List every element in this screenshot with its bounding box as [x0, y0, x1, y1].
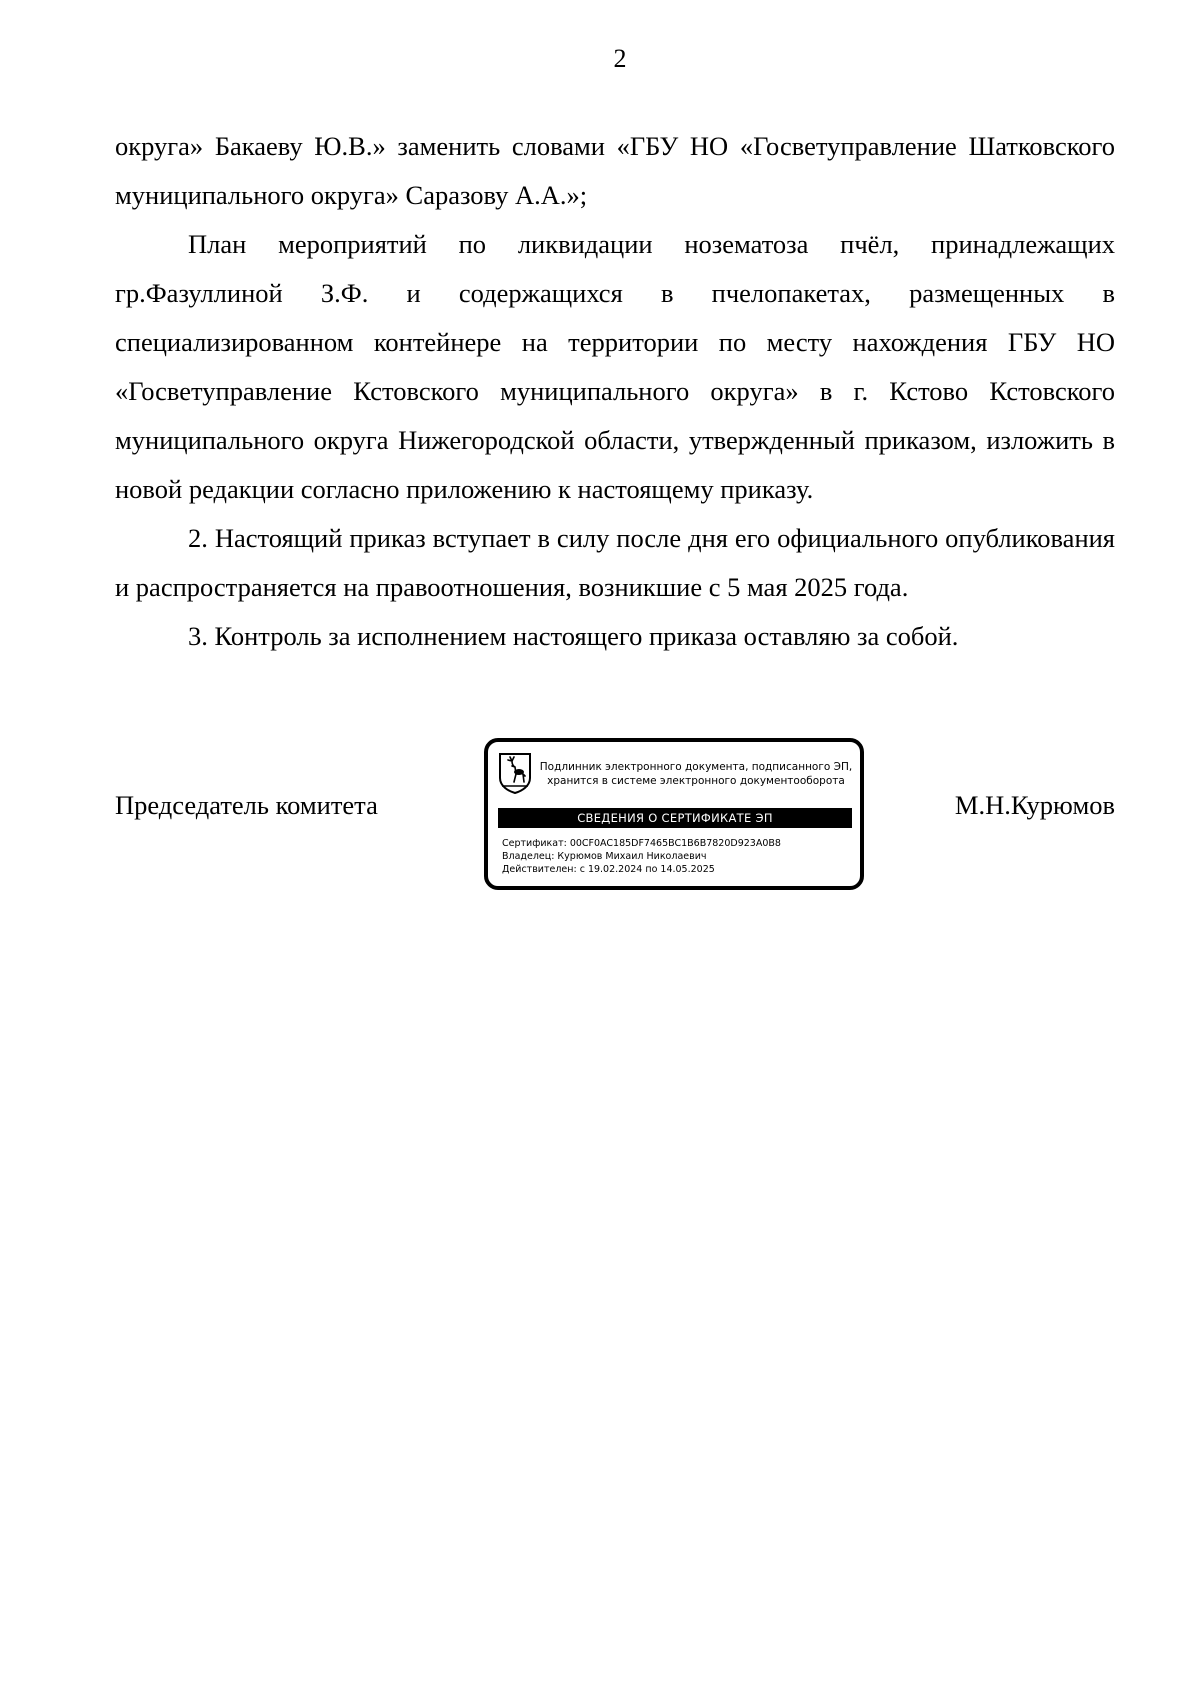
paragraph-effective-date: 2. Настоящий приказ вступает в силу после дня его официального опубликования и распространяется на правоотношения, возникшие с 5 мая 2025 года.: [115, 523, 1115, 602]
electronic-signature-stamp: [484, 738, 864, 890]
certificate-number: Сертификат: 00CF0AC185DF7465BC1B6B7820D923A0B8: [502, 838, 781, 849]
signatory-name: М.Н.Курюмов: [954, 790, 1115, 820]
paragraph-plan: План мероприятий по ликвидации нозематоза пчёл, принадлежащих гр.Фазуллиной З.Ф. и содержащихся в пчелопакетах, размещенных в специализированном контейнере на территории по месту нахождения ГБУ НО «Госветуправление Кстовского муниципального округа» в г. Кстово Кстовского муниципального округа Нижегородской области, утвержденный приказом, изложить в новой редакции согласно приложению к настоящему приказу.: [115, 229, 1115, 504]
signature-block: [115, 738, 1115, 898]
page-number: 2: [613, 44, 627, 73]
deer-coat-of-arms-icon: [498, 752, 532, 794]
paragraph-control: 3. Контроль за исполнением настоящего приказа оставляю за собой.: [188, 621, 959, 651]
certificate-owner: Владелец: Курюмов Михаил Николаевич: [502, 851, 707, 862]
stamp-header: [536, 760, 856, 788]
document-body: [115, 122, 1115, 661]
stamp-header-line: хранится в системе электронного документооборота: [547, 775, 845, 787]
stamp-header-line: Подлинник электронного документа, подписанного ЭП,: [539, 761, 853, 773]
paragraph-continuation: округа» Бакаеву Ю.В.» заменить словами «ГБУ НО «Госветуправление Шатковского муниципального округа» Саразову А.А.»;: [115, 131, 1115, 210]
signatory-title: Председатель комитета: [115, 790, 378, 820]
certificate-validity: Действителен: с 19.02.2024 по 14.05.2025: [502, 864, 715, 875]
certificate-info-bar: СВЕДЕНИЯ О СЕРТИФИКАТЕ ЭП: [498, 808, 852, 828]
certificate-details: [502, 837, 852, 876]
